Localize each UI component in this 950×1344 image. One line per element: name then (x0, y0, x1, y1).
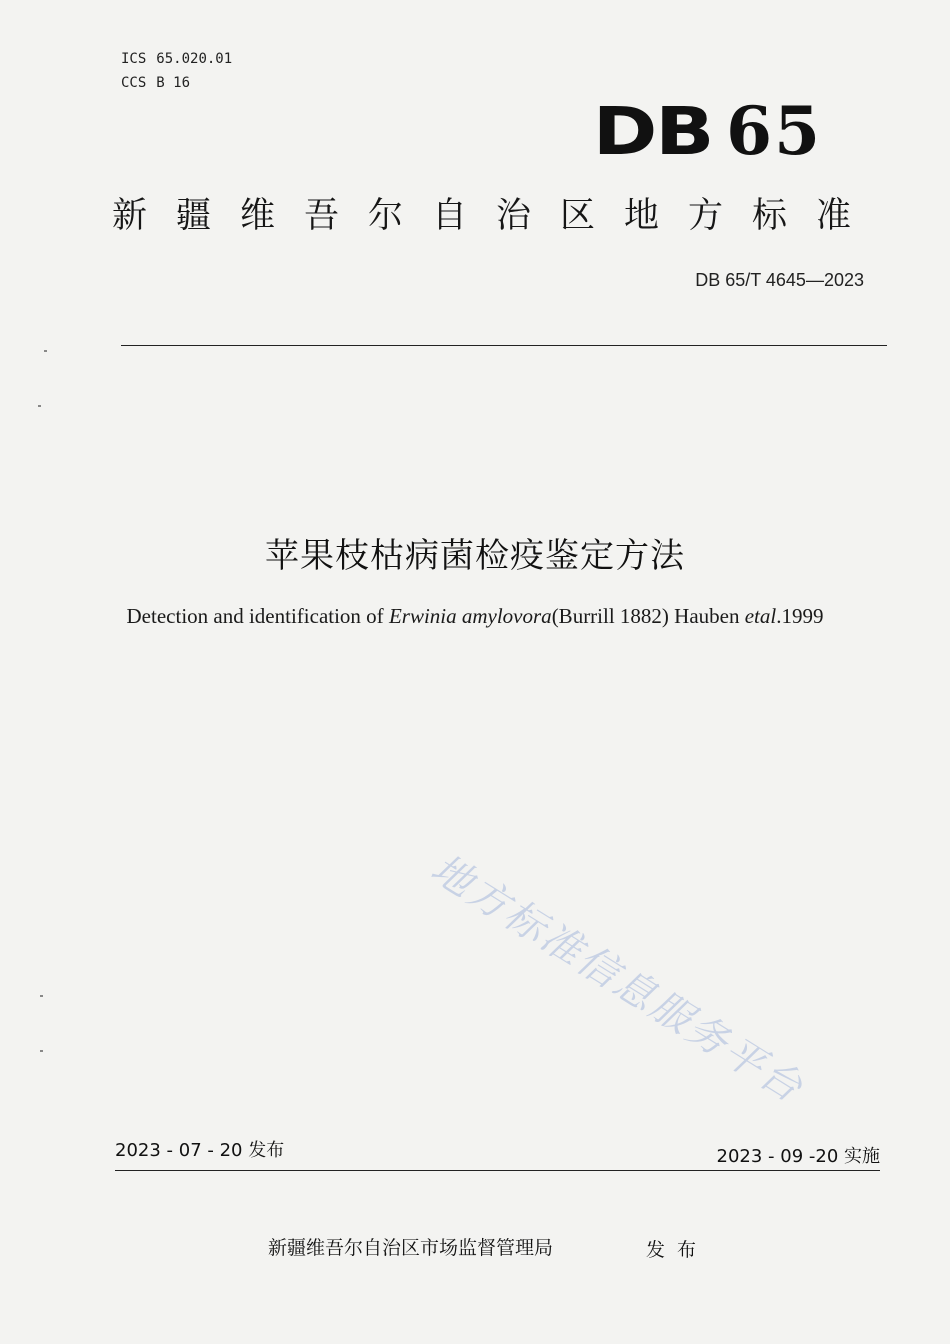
db-logo-letters: DB (592, 93, 713, 170)
document-title: 苹果枝枯病菌检疫鉴定方法 (265, 536, 685, 576)
ics-label: ICS (121, 51, 147, 67)
ics-value: 65.020.01 (156, 51, 233, 67)
document-subtitle (0, 604, 950, 629)
subtitle-etal: etal (744, 604, 777, 628)
ccs-row (121, 71, 242, 95)
ics-row (121, 47, 242, 71)
publisher-name: 新疆维吾尔自治区市场监督管理局 (268, 1237, 554, 1259)
scan-speck (38, 405, 41, 407)
issue-date: 2023 - 07 - 20 发布 (115, 1140, 285, 1161)
scan-speck (40, 995, 43, 997)
publish-label: 发布 (646, 1239, 709, 1261)
classification-block (121, 47, 242, 95)
top-divider (121, 345, 887, 346)
db-logo-number: 65 (726, 92, 822, 170)
standard-category-title: 新疆维吾尔自治区地方标准 (112, 196, 881, 236)
ccs-value: B 16 (156, 75, 191, 91)
watermark-text: 地方标准信息服务平台 (422, 845, 812, 1113)
implementation-date: 2023 - 09 -20 实施 (716, 1146, 880, 1167)
subtitle-part3: .1999 (776, 604, 824, 628)
scan-speck (44, 350, 47, 352)
subtitle-species: Erwinia amylovora (388, 604, 552, 628)
subtitle-part1: Detection and identification of (126, 604, 389, 628)
subtitle-part2: (Burrill 1882) Hauben (551, 604, 745, 628)
bottom-divider (115, 1170, 880, 1171)
ccs-label: CCS (121, 75, 147, 91)
standard-code: DB 65/T 4645—2023 (695, 270, 864, 290)
scan-speck (40, 1050, 43, 1052)
db-logo (592, 92, 822, 170)
